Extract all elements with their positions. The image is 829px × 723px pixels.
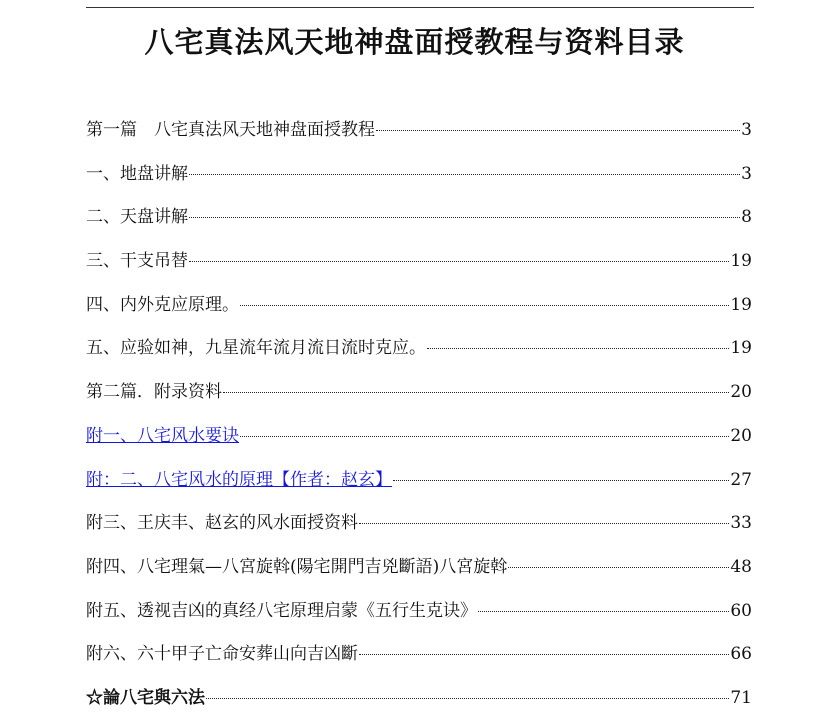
- document-title: 八宅真法风天地神盘面授教程与资料目录: [144, 25, 685, 59]
- toc-page-number: 20: [730, 425, 752, 446]
- toc-page-number: 19: [730, 338, 752, 359]
- dot-leader: [359, 523, 729, 524]
- dot-leader: [189, 261, 729, 262]
- header-rule: [86, 7, 754, 8]
- toc-page-number: 8: [741, 207, 752, 228]
- toc-page-number: 3: [741, 120, 752, 140]
- dot-leader: [359, 654, 729, 655]
- dot-leader: [478, 611, 729, 612]
- toc-entry-title: 第二篇．附录资料: [86, 382, 222, 403]
- dot-leader: [240, 436, 729, 437]
- toc-entry-title: 附六、六十甲子亡命安葬山向吉凶斷: [86, 644, 358, 665]
- toc-entry[interactable]: [86, 548, 752, 592]
- toc-entry[interactable]: [86, 592, 752, 636]
- toc-entry-title: 附三、王庆丰、赵玄的风水面授资料: [86, 513, 358, 534]
- dot-leader: [189, 174, 740, 175]
- toc-entry-title: 一、地盘讲解: [86, 163, 188, 184]
- dot-leader: [189, 217, 740, 218]
- dot-leader: [427, 348, 729, 349]
- toc-page-number: 27: [730, 469, 752, 490]
- toc-entry[interactable]: [86, 461, 752, 505]
- dot-leader: [508, 567, 729, 568]
- toc-entry[interactable]: [86, 679, 752, 723]
- dot-leader: [376, 130, 740, 131]
- toc-entry[interactable]: [86, 155, 752, 199]
- toc-entry[interactable]: [86, 242, 752, 286]
- dot-leader: [206, 698, 729, 699]
- toc-entry-title: 附五、透视吉凶的真经八宅原理启蒙《五行生克诀》: [86, 600, 477, 621]
- toc-entry[interactable]: [86, 373, 752, 417]
- toc-page-number: 66: [730, 644, 752, 665]
- dot-leader: [240, 305, 729, 306]
- toc-entry-title: 二、天盘讲解: [86, 207, 188, 228]
- toc-entry-title: 四、内外克应原理。: [86, 294, 239, 315]
- dot-leader: [393, 480, 729, 481]
- toc-page-number: 60: [730, 600, 752, 621]
- toc-entry-link[interactable]: 附：二、八宅风水的原理【作者：赵玄】: [86, 469, 392, 490]
- toc-page-number: 19: [730, 294, 752, 315]
- toc-entry-title: ☆論八宅與六法: [86, 687, 205, 708]
- toc-page-number: 19: [730, 251, 752, 272]
- toc-entry-title: 五、应验如神，九星流年流月流日流时克应。: [86, 338, 426, 359]
- toc-page-number: 71: [730, 687, 752, 708]
- toc-page-number: 20: [730, 382, 752, 403]
- toc-entry[interactable]: [86, 417, 752, 461]
- toc-page-number: 33: [730, 513, 752, 534]
- toc-entry[interactable]: [86, 329, 752, 373]
- table-of-contents: [86, 111, 752, 723]
- toc-page-number: 3: [741, 163, 752, 184]
- toc-entry[interactable]: [86, 635, 752, 679]
- toc-entry-title: 附四、八宅理氣—八宮旋斡(陽宅開門吉兇斷語)八宮旋斡: [86, 556, 508, 577]
- toc-entry[interactable]: [86, 111, 752, 155]
- toc-entry-title: 第一篇 八宅真法风天地神盘面授教程: [86, 120, 375, 140]
- toc-entry-link[interactable]: 附一、八宅风水要诀: [86, 425, 239, 446]
- toc-entry-title: 三、干支吊替: [86, 251, 188, 272]
- toc-entry[interactable]: [86, 198, 752, 242]
- toc-entry[interactable]: [86, 286, 752, 330]
- toc-page-number: 48: [730, 556, 752, 577]
- toc-entry[interactable]: [86, 504, 752, 548]
- dot-leader: [223, 392, 729, 393]
